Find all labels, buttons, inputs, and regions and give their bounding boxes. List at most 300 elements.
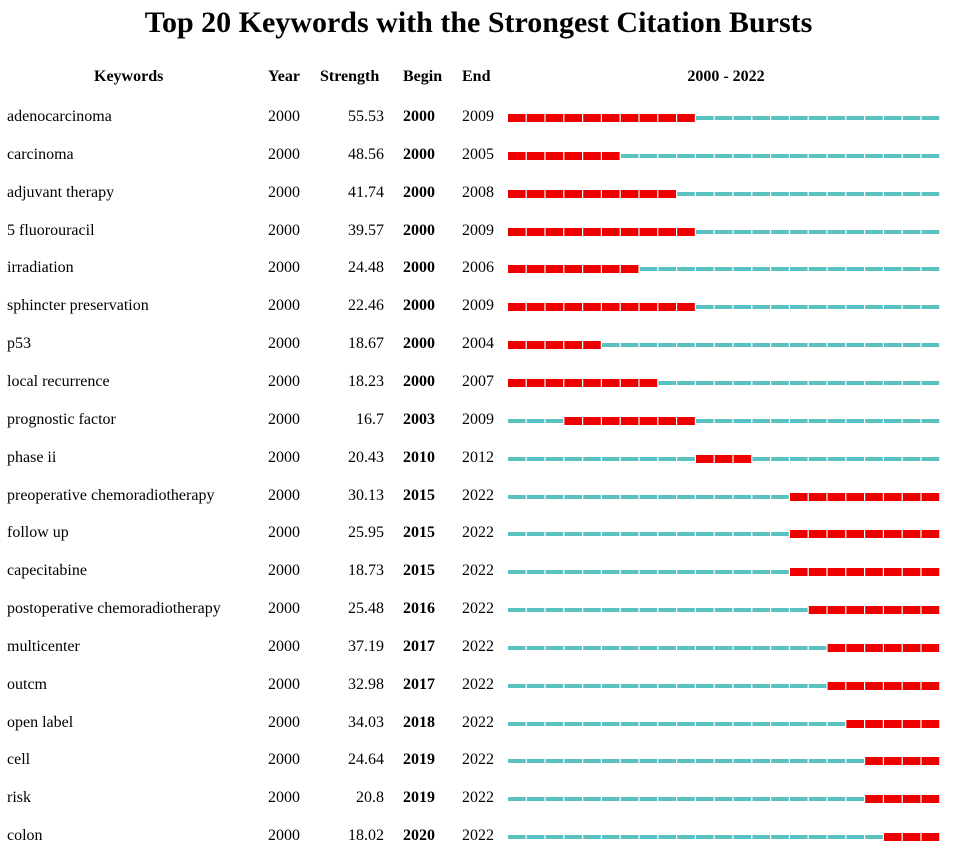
- timeline-segment: [508, 495, 526, 499]
- timeline-segment: [677, 381, 695, 385]
- begin-cell: 2003: [403, 410, 435, 428]
- timeline-segment: [508, 759, 526, 763]
- table-row: [0, 705, 957, 742]
- timeline-segment: [734, 419, 752, 423]
- timeline-segment: [640, 759, 658, 763]
- burst-segment: [508, 265, 526, 273]
- timeline-segment: [602, 835, 620, 839]
- burst-segment: [602, 379, 620, 387]
- burst-segment: [903, 530, 921, 538]
- burst-segment: [564, 114, 582, 122]
- timeline-segment: [828, 192, 846, 196]
- timeline-segment: [621, 646, 639, 650]
- year-cell: 2000: [268, 486, 300, 504]
- timeline-segment: [715, 835, 733, 839]
- timeline-segment: [922, 419, 940, 423]
- burst-segment: [602, 265, 620, 273]
- timeline-segment: [564, 608, 582, 612]
- timeline-segment: [658, 646, 676, 650]
- burst-segment: [903, 644, 921, 652]
- burst-segment: [865, 682, 883, 690]
- timeline-segment: [790, 305, 808, 309]
- burst-segment: [884, 568, 902, 576]
- burst-segment: [809, 493, 827, 501]
- burst-segment: [828, 682, 846, 690]
- timeline-segment: [527, 495, 545, 499]
- burst-segment: [640, 417, 658, 425]
- timeline-segment: [621, 532, 639, 536]
- timeline-segment: [734, 343, 752, 347]
- timeline-segment: [846, 305, 864, 309]
- keyword-cell: multicenter: [7, 637, 80, 655]
- burst-timeline: [508, 833, 942, 841]
- year-cell: 2000: [268, 751, 300, 769]
- burst-segment: [564, 228, 582, 236]
- timeline-segment: [734, 192, 752, 196]
- burst-segment: [564, 265, 582, 273]
- timeline-segment: [771, 646, 789, 650]
- strength-cell: 18.67: [348, 335, 384, 353]
- timeline-segment: [508, 646, 526, 650]
- timeline-segment: [640, 532, 658, 536]
- burst-segment: [508, 379, 526, 387]
- year-cell: 2000: [268, 713, 300, 731]
- burst-segment: [583, 303, 601, 311]
- timeline-segment: [677, 570, 695, 574]
- keyword-cell: sphincter preservation: [7, 297, 149, 315]
- burst-segment: [621, 228, 639, 236]
- begin-cell: 2015: [403, 524, 435, 542]
- burst-segment: [865, 644, 883, 652]
- year-cell: 2000: [268, 145, 300, 163]
- burst-segment: [621, 417, 639, 425]
- keyword-cell: irradiation: [7, 259, 74, 277]
- burst-segment: [846, 530, 864, 538]
- burst-segment: [790, 493, 808, 501]
- timeline-segment: [846, 835, 864, 839]
- end-cell: 2006: [462, 259, 494, 277]
- year-cell: 2000: [268, 183, 300, 201]
- timeline-segment: [752, 608, 770, 612]
- header-strength: Strength: [320, 68, 380, 85]
- timeline-segment: [696, 570, 714, 574]
- timeline-segment: [752, 343, 770, 347]
- keyword-cell: open label: [7, 713, 74, 731]
- burst-segment: [602, 228, 620, 236]
- timeline-segment: [790, 646, 808, 650]
- burst-segment: [564, 379, 582, 387]
- timeline-segment: [828, 230, 846, 234]
- timeline-segment: [715, 305, 733, 309]
- keyword-cell: cell: [7, 751, 31, 769]
- burst-segment: [677, 114, 695, 122]
- timeline-segment: [790, 230, 808, 234]
- timeline-segment: [884, 192, 902, 196]
- burst-segment: [546, 379, 564, 387]
- timeline-segment: [677, 343, 695, 347]
- timeline-segment: [846, 419, 864, 423]
- timeline-segment: [640, 495, 658, 499]
- keyword-cell: 5 fluorouracil: [7, 221, 95, 239]
- timeline-segment: [903, 267, 921, 271]
- timeline-segment: [809, 305, 827, 309]
- burst-segment: [903, 757, 921, 765]
- strength-cell: 18.73: [348, 562, 384, 580]
- timeline-segment: [865, 343, 883, 347]
- end-cell: 2008: [462, 183, 494, 201]
- burst-segment: [922, 530, 940, 538]
- timeline-segment: [846, 797, 864, 801]
- burst-segment: [903, 795, 921, 803]
- end-cell: 2012: [462, 448, 494, 466]
- table-row: [0, 818, 957, 855]
- timeline-segment: [715, 797, 733, 801]
- timeline-segment: [922, 192, 940, 196]
- timeline-segment: [602, 684, 620, 688]
- timeline-segment: [564, 722, 582, 726]
- timeline-segment: [734, 797, 752, 801]
- timeline-segment: [696, 154, 714, 158]
- year-cell: 2000: [268, 372, 300, 390]
- timeline-segment: [696, 230, 714, 234]
- timeline-segment: [903, 419, 921, 423]
- burst-segment: [884, 795, 902, 803]
- burst-segment: [564, 417, 582, 425]
- timeline-segment: [658, 835, 676, 839]
- keyword-cell: outcm: [7, 675, 47, 693]
- timeline-segment: [922, 230, 940, 234]
- strength-cell: 20.8: [356, 789, 384, 807]
- burst-segment: [640, 114, 658, 122]
- timeline-segment: [752, 305, 770, 309]
- burst-timeline: [508, 606, 942, 614]
- timeline-segment: [546, 684, 564, 688]
- burst-timeline: [508, 228, 942, 236]
- timeline-segment: [602, 343, 620, 347]
- burst-segment: [715, 455, 733, 463]
- burst-segment: [884, 757, 902, 765]
- timeline-segment: [809, 381, 827, 385]
- burst-segment: [865, 493, 883, 501]
- begin-cell: 2019: [403, 751, 435, 769]
- keyword-cell: preoperative chemoradiotherapy: [7, 486, 215, 504]
- timeline-segment: [771, 457, 789, 461]
- burst-segment: [527, 114, 545, 122]
- timeline-segment: [752, 457, 770, 461]
- timeline-segment: [922, 457, 940, 461]
- timeline-segment: [677, 759, 695, 763]
- burst-segment: [658, 190, 676, 198]
- header-keywords: Keywords: [94, 68, 164, 85]
- keyword-cell: adjuvant therapy: [7, 183, 115, 201]
- timeline-segment: [677, 835, 695, 839]
- burst-segment: [828, 530, 846, 538]
- timeline-segment: [884, 154, 902, 158]
- burst-segment: [583, 379, 601, 387]
- table-row: [0, 742, 957, 779]
- timeline-segment: [771, 154, 789, 158]
- timeline-segment: [715, 722, 733, 726]
- burst-segment: [884, 833, 902, 841]
- burst-segment: [846, 682, 864, 690]
- burst-segment: [865, 530, 883, 538]
- burst-segment: [546, 341, 564, 349]
- timeline-segment: [771, 267, 789, 271]
- table-row: [0, 250, 957, 287]
- timeline-segment: [846, 230, 864, 234]
- timeline-segment: [734, 684, 752, 688]
- timeline-segment: [752, 835, 770, 839]
- timeline-segment: [903, 343, 921, 347]
- timeline-segment: [640, 722, 658, 726]
- timeline-segment: [865, 305, 883, 309]
- table-row: [0, 440, 957, 477]
- keyword-cell: risk: [7, 789, 31, 807]
- timeline-segment: [865, 381, 883, 385]
- burst-segment: [922, 493, 940, 501]
- timeline-segment: [640, 154, 658, 158]
- timeline-segment: [771, 759, 789, 763]
- timeline-segment: [903, 381, 921, 385]
- end-cell: 2007: [462, 372, 494, 390]
- burst-timeline: [508, 114, 942, 122]
- burst-timeline: [508, 644, 942, 652]
- timeline-segment: [658, 495, 676, 499]
- burst-timeline: [508, 530, 942, 538]
- timeline-segment: [846, 457, 864, 461]
- strength-cell: 32.98: [348, 675, 384, 693]
- timeline-segment: [658, 797, 676, 801]
- timeline-segment: [715, 192, 733, 196]
- end-cell: 2004: [462, 335, 494, 353]
- timeline-segment: [846, 343, 864, 347]
- timeline-segment: [715, 495, 733, 499]
- burst-timeline: [508, 152, 942, 160]
- burst-segment: [583, 152, 601, 160]
- year-cell: 2000: [268, 562, 300, 580]
- burst-segment: [846, 644, 864, 652]
- timeline-segment: [658, 154, 676, 158]
- timeline-segment: [828, 305, 846, 309]
- timeline-segment: [527, 457, 545, 461]
- timeline-segment: [546, 722, 564, 726]
- timeline-segment: [583, 722, 601, 726]
- timeline-segment: [884, 381, 902, 385]
- burst-segment: [658, 303, 676, 311]
- burst-timeline: [508, 303, 942, 311]
- timeline-segment: [527, 646, 545, 650]
- timeline-segment: [546, 532, 564, 536]
- burst-timeline: [508, 795, 942, 803]
- burst-segment: [527, 303, 545, 311]
- timeline-segment: [696, 759, 714, 763]
- burst-timeline: [508, 493, 942, 501]
- keyword-cell: phase ii: [7, 448, 57, 466]
- burst-segment: [903, 833, 921, 841]
- timeline-segment: [602, 797, 620, 801]
- burst-segment: [865, 720, 883, 728]
- burst-segment: [865, 757, 883, 765]
- timeline-segment: [583, 532, 601, 536]
- timeline-segment: [696, 532, 714, 536]
- timeline-segment: [884, 343, 902, 347]
- timeline-segment: [658, 722, 676, 726]
- timeline-segment: [715, 267, 733, 271]
- timeline-segment: [903, 116, 921, 120]
- strength-cell: 39.57: [348, 221, 384, 239]
- strength-cell: 37.19: [348, 637, 384, 655]
- keyword-cell: follow up: [7, 524, 69, 542]
- timeline-segment: [640, 684, 658, 688]
- timeline-segment: [922, 267, 940, 271]
- timeline-segment: [752, 495, 770, 499]
- timeline-segment: [846, 759, 864, 763]
- timeline-segment: [790, 381, 808, 385]
- timeline-segment: [640, 267, 658, 271]
- burst-segment: [564, 190, 582, 198]
- timeline-segment: [677, 495, 695, 499]
- timeline-segment: [865, 192, 883, 196]
- timeline-segment: [734, 722, 752, 726]
- burst-segment: [884, 606, 902, 614]
- burst-segment: [903, 720, 921, 728]
- burst-segment: [602, 152, 620, 160]
- strength-cell: 24.48: [348, 259, 384, 277]
- timeline-segment: [621, 722, 639, 726]
- timeline-segment: [828, 797, 846, 801]
- table-row: [0, 515, 957, 552]
- table-row: [0, 553, 957, 590]
- burst-segment: [884, 720, 902, 728]
- timeline-segment: [583, 684, 601, 688]
- timeline-segment: [546, 570, 564, 574]
- timeline-segment: [828, 343, 846, 347]
- timeline-segment: [527, 419, 545, 423]
- end-cell: 2009: [462, 410, 494, 428]
- timeline-segment: [734, 381, 752, 385]
- timeline-segment: [734, 646, 752, 650]
- timeline-segment: [527, 570, 545, 574]
- burst-segment: [602, 190, 620, 198]
- timeline-segment: [602, 608, 620, 612]
- timeline-segment: [696, 495, 714, 499]
- begin-cell: 2000: [403, 259, 435, 277]
- burst-segment: [640, 379, 658, 387]
- burst-segment: [508, 341, 526, 349]
- timeline-segment: [508, 797, 526, 801]
- burst-segment: [621, 265, 639, 273]
- timeline-segment: [696, 192, 714, 196]
- timeline-segment: [809, 267, 827, 271]
- timeline-segment: [903, 305, 921, 309]
- timeline-segment: [527, 835, 545, 839]
- timeline-segment: [564, 457, 582, 461]
- end-cell: 2022: [462, 637, 494, 655]
- burst-segment: [865, 568, 883, 576]
- timeline-segment: [828, 835, 846, 839]
- timeline-segment: [790, 343, 808, 347]
- timeline-segment: [621, 684, 639, 688]
- keyword-cell: colon: [7, 827, 43, 845]
- timeline-segment: [508, 684, 526, 688]
- timeline-segment: [715, 381, 733, 385]
- timeline-segment: [922, 154, 940, 158]
- timeline-segment: [508, 532, 526, 536]
- timeline-segment: [583, 495, 601, 499]
- burst-segment: [884, 493, 902, 501]
- strength-cell: 30.13: [348, 486, 384, 504]
- timeline-segment: [771, 305, 789, 309]
- timeline-segment: [828, 759, 846, 763]
- timeline-segment: [865, 267, 883, 271]
- timeline-segment: [752, 381, 770, 385]
- timeline-segment: [696, 381, 714, 385]
- end-cell: 2022: [462, 486, 494, 504]
- timeline-segment: [809, 684, 827, 688]
- keyword-cell: postoperative chemoradiotherapy: [7, 600, 221, 618]
- timeline-segment: [846, 192, 864, 196]
- timeline-segment: [752, 532, 770, 536]
- burst-segment: [846, 606, 864, 614]
- timeline-segment: [828, 154, 846, 158]
- table-row: [0, 591, 957, 628]
- timeline-segment: [696, 608, 714, 612]
- timeline-segment: [809, 116, 827, 120]
- timeline-segment: [696, 646, 714, 650]
- burst-segment: [621, 114, 639, 122]
- timeline-segment: [527, 759, 545, 763]
- burst-segment: [583, 228, 601, 236]
- timeline-segment: [734, 495, 752, 499]
- timeline-segment: [790, 116, 808, 120]
- burst-segment: [527, 228, 545, 236]
- burst-segment: [564, 152, 582, 160]
- burst-segment: [508, 114, 526, 122]
- timeline-segment: [583, 457, 601, 461]
- timeline-segment: [828, 419, 846, 423]
- burst-segment: [564, 303, 582, 311]
- burst-segment: [903, 568, 921, 576]
- table-row: [0, 667, 957, 704]
- timeline-segment: [828, 116, 846, 120]
- burst-segment: [809, 530, 827, 538]
- burst-timeline: [508, 379, 942, 387]
- timeline-segment: [715, 608, 733, 612]
- timeline-segment: [734, 570, 752, 574]
- timeline-segment: [884, 267, 902, 271]
- burst-segment: [922, 795, 940, 803]
- begin-cell: 2016: [403, 600, 435, 618]
- timeline-segment: [809, 835, 827, 839]
- timeline-segment: [922, 381, 940, 385]
- burst-segment: [903, 493, 921, 501]
- burst-segment: [922, 720, 940, 728]
- burst-segment: [583, 114, 601, 122]
- burst-segment: [564, 341, 582, 349]
- keyword-cell: prognostic factor: [7, 410, 116, 428]
- timeline-segment: [809, 797, 827, 801]
- year-cell: 2000: [268, 297, 300, 315]
- burst-segment: [546, 303, 564, 311]
- timeline-segment: [828, 722, 846, 726]
- timeline-segment: [790, 684, 808, 688]
- burst-segment: [696, 455, 714, 463]
- begin-cell: 2017: [403, 637, 435, 655]
- timeline-segment: [527, 532, 545, 536]
- timeline-segment: [752, 192, 770, 196]
- end-cell: 2022: [462, 751, 494, 769]
- timeline-segment: [846, 381, 864, 385]
